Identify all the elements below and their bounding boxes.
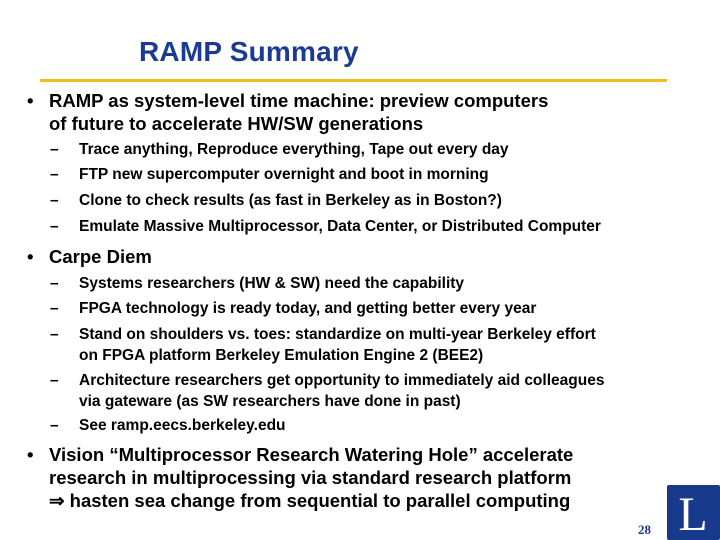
sub-marker: –	[50, 192, 59, 209]
bullet-3-line-1: Vision “Multiprocessor Research Watering Hole” accelerate	[49, 444, 574, 465]
sub-bullet-text: FPGA technology is ready today, and getting better every year	[79, 300, 537, 317]
sub-bullet	[50, 415, 286, 436]
bullet-2	[27, 245, 152, 268]
bullet-marker: •	[27, 246, 34, 267]
bullet-1-line-2: of future to accelerate HW/SW generations	[49, 113, 424, 134]
lehigh-l-logo-icon	[667, 485, 720, 540]
sub-bullet-text: Architecture researchers get opportunity to immediately aid colleagues	[79, 372, 605, 389]
sub-bullet-text: Stand on shoulders vs. toes: standardize on multi-year Berkeley effort	[79, 326, 596, 343]
bullet-marker: •	[27, 444, 34, 465]
sub-bullet	[50, 273, 465, 294]
sub-bullet	[50, 370, 605, 412]
bullet-2-line-1: Carpe Diem	[49, 246, 152, 267]
bullet-marker: •	[27, 90, 34, 111]
sub-bullet-text: See ramp.eecs.berkeley.edu	[79, 417, 286, 434]
sub-bullet-text: via gateware (as SW researchers have done in past)	[79, 393, 461, 410]
sub-bullet-text: Trace anything, Reproduce everything, Tape out every day	[79, 141, 509, 158]
bullet-1	[27, 89, 549, 135]
sub-marker: –	[50, 218, 59, 235]
sub-bullet-text: Systems researchers (HW & SW) need the capability	[79, 275, 465, 292]
sub-bullet-text: Emulate Massive Multiprocessor, Data Center, or Distributed Computer	[79, 218, 601, 235]
sub-bullet-text: Clone to check results (as fast in Berkeley as in Boston?)	[79, 192, 502, 209]
sub-bullet	[50, 324, 596, 366]
sub-bullet	[50, 164, 489, 185]
sub-marker: –	[50, 326, 59, 343]
slide-title: RAMP Summary	[139, 36, 359, 67]
bullet-3-line-3: ⇒ hasten sea change from sequential to parallel computing	[49, 490, 571, 511]
sub-bullet	[50, 190, 502, 211]
sub-marker: –	[50, 372, 59, 389]
sub-bullet-text: on FPGA platform Berkeley Emulation Engine 2 (BEE2)	[79, 347, 484, 364]
title-underline	[40, 79, 667, 82]
logo-letter: L	[678, 488, 708, 540]
sub-marker: –	[50, 275, 59, 292]
sub-marker: –	[50, 141, 59, 158]
sub-marker: –	[50, 417, 59, 434]
sub-marker: –	[50, 166, 59, 183]
sub-bullet-text: FTP new supercomputer overnight and boot in morning	[79, 166, 489, 183]
bullet-3-line-2: research in multiprocessing via standard research platform	[49, 467, 572, 488]
sub-marker: –	[50, 300, 59, 317]
sub-bullet	[50, 298, 537, 319]
sub-bullet	[50, 139, 509, 160]
page-number: 28	[638, 522, 651, 537]
bullet-3	[27, 443, 574, 512]
bullet-1-line-1: RAMP as system-level time machine: preview computers	[49, 90, 549, 111]
sub-bullet	[50, 216, 601, 237]
